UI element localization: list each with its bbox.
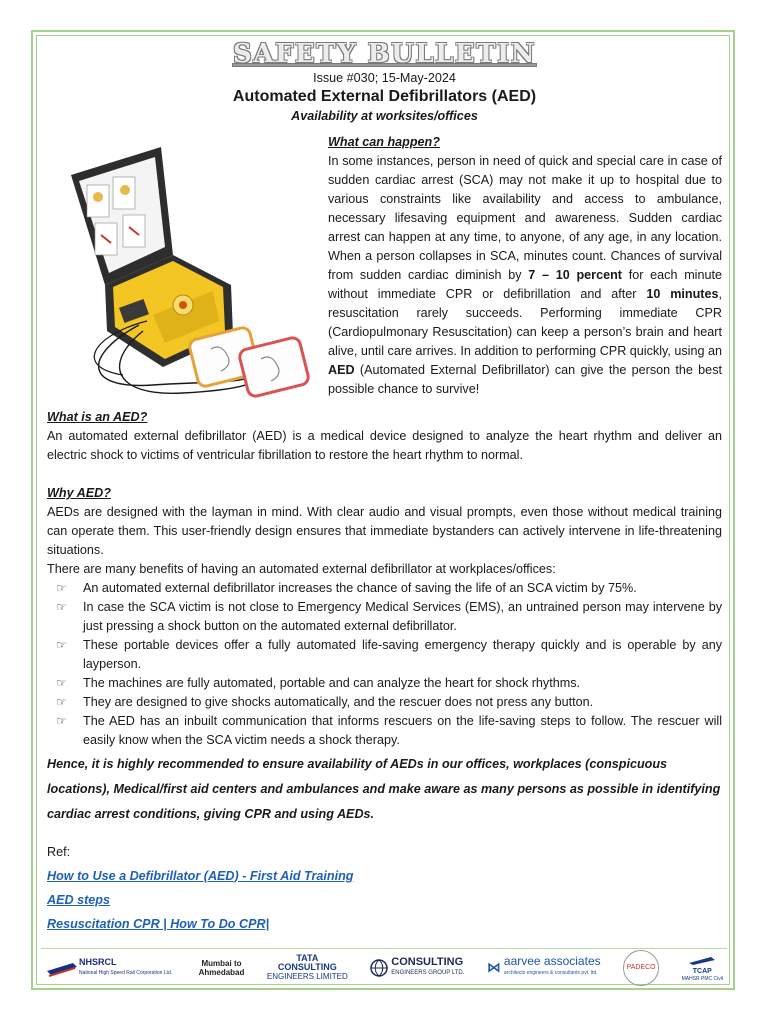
ref-link-aed-steps[interactable]: AED steps bbox=[47, 892, 110, 907]
why-aed-section bbox=[47, 484, 722, 750]
issue-line: Issue #030; 15-May-2024 bbox=[313, 71, 456, 85]
intro-section bbox=[47, 133, 722, 408]
aed-term: AED bbox=[328, 363, 355, 377]
tcap-logo bbox=[682, 954, 723, 982]
padeco-text: PADECO bbox=[626, 964, 656, 971]
nhsrcl-name: NHSRCL bbox=[79, 956, 117, 967]
consulting-engineers-logo bbox=[370, 955, 465, 978]
list-item-text: They are designed to give shocks automatically, and the rescuer does not press any button. bbox=[83, 695, 594, 709]
what-can-happen-section bbox=[328, 133, 722, 399]
padeco-logo bbox=[623, 950, 659, 986]
list-item-text: An automated external defibrillator increases the chance of saving the life of an SCA victim by 75%. bbox=[83, 581, 637, 595]
globe-icon bbox=[370, 959, 388, 977]
list-item-text: In case the SCA victim is not close to Emergency Medical Services (EMS), an untrained person may intervene by just pressing a shock button on the automated external defibrillator. bbox=[83, 600, 722, 633]
why-aed-heading: Why AED? bbox=[47, 486, 111, 500]
bulletin-content bbox=[47, 38, 722, 936]
what-can-happen-heading: What can happen? bbox=[328, 135, 440, 149]
references-label: Ref: bbox=[47, 844, 71, 859]
route-line-1: Mumbai to bbox=[201, 958, 242, 968]
aarvee-line-1: aarvee associates bbox=[503, 954, 601, 968]
footer-logos bbox=[41, 948, 727, 986]
pointing-hand-icon: ☞ bbox=[56, 581, 67, 595]
aarvee-mark-icon: ⋈ bbox=[486, 959, 501, 975]
bulletin-title: SAFETY BULLETIN bbox=[233, 39, 536, 69]
list-item-text: The machines are fully automated, portable and can analyze the heart for shock rhythms. bbox=[83, 676, 581, 690]
route-line-2: Ahmedabad bbox=[198, 967, 245, 977]
ref-link-cpr[interactable]: Resuscitation CPR | How To Do CPR| bbox=[47, 916, 270, 931]
benefits-lead: There are many benefits of having an automated external defibrillator at workplaces/offices: bbox=[47, 562, 556, 576]
what-is-aed-text: An automated external defibrillator (AED) is a medical device designed to analyze the heart rhythm and deliver an electric shock to victims of ventricular fibrillation to restore the heart rhythm to normal. bbox=[47, 429, 722, 462]
why-aed-text: AEDs are designed with the layman in mind. With clear audio and visual prompts, even those without medical training can operate them. This user-friendly design ensures that immediate bystanders can actively intervene in life-threatening situations. bbox=[47, 505, 722, 557]
what-is-aed-heading: What is an AED? bbox=[47, 410, 148, 424]
ref-link-defibrillator-training[interactable]: How to Use a Defibrillator (AED) - First Aid Training bbox=[47, 868, 354, 883]
tata-line-1: TATA bbox=[296, 953, 319, 963]
tata-line-2: CONSULTING bbox=[277, 962, 337, 972]
list-item-text: The AED has an inbuilt communication that informs rescuers on the life-saving steps to follow. The rescuer will easily know when the SCA victim needs a shock therapy. bbox=[83, 714, 722, 747]
conclusion-text: Hence, it is highly recommended to ensure availability of AEDs in our offices, workplaces (conspicuous locations), Medical/first aid centers and ambulances and make aware as many persons as possible in identifying cardiac arrest conditions, giving CPR and using AEDs. bbox=[47, 757, 721, 821]
tata-line-3: ENGINEERS LIMITED bbox=[266, 972, 348, 981]
tata-consulting-logo bbox=[267, 954, 348, 981]
consulting-line-2: ENGINEERS GROUP LTD. bbox=[391, 969, 465, 976]
what-can-happen-text bbox=[328, 152, 722, 399]
text-run: for each minute without immediate CPR or defibrillation and after bbox=[328, 268, 722, 301]
nhsrcl-subtitle: National High Speed Rail Corporation Ltd. bbox=[79, 969, 173, 976]
aarvee-line-2: architects engineers & consultants pvt. ltd. bbox=[503, 970, 598, 976]
pointing-hand-icon: ☞ bbox=[56, 638, 67, 652]
text-run: (Automated External Defibrillator) can give the person the best possible chance to survive! bbox=[328, 363, 722, 396]
aarvee-associates-logo bbox=[486, 954, 601, 978]
text-run: In some instances, person in need of quick and special care in case of sudden cardiac arrest (SCA) may not make it up to hospital due to various constraints like availability and access to ambulance, necessary lifesaving equipment and awareness. Sudden cardiac arrest can happen at any time, to anyone, of any age, in any location. When a person collapses in SCA, minutes count. Chances of survival from sudden cardiac diminish by bbox=[328, 154, 722, 282]
bulletin-header bbox=[47, 38, 722, 124]
document-title: Automated External Defibrillators (AED) bbox=[232, 88, 537, 105]
benefits-list bbox=[47, 579, 722, 750]
list-item-text: These portable devices offer a fully automated life-saving emergency therapy quickly and is operable by any layperson. bbox=[83, 638, 722, 671]
time-limit: 10 minutes bbox=[646, 287, 719, 301]
tcap-train-icon bbox=[687, 954, 717, 966]
nhsrcl-logo bbox=[45, 957, 172, 979]
tcap-line-1: TCAP bbox=[692, 967, 712, 975]
list-item bbox=[47, 712, 722, 750]
consulting-line-1: CONSULTING bbox=[391, 955, 464, 968]
list-item bbox=[47, 636, 722, 674]
list-item bbox=[47, 598, 722, 636]
document-subtitle: Availability at worksites/offices bbox=[291, 109, 478, 123]
list-item bbox=[47, 674, 722, 693]
tcap-line-2: MAHSR PMC Civil bbox=[681, 975, 723, 982]
nhsrcl-train-icon bbox=[45, 957, 79, 979]
list-item bbox=[47, 579, 722, 598]
pointing-hand-icon: ☞ bbox=[56, 714, 67, 728]
pointing-hand-icon: ☞ bbox=[56, 676, 67, 690]
pointing-hand-icon: ☞ bbox=[56, 695, 67, 709]
survival-rate: 7 – 10 percent bbox=[528, 268, 622, 282]
aed-device-image bbox=[43, 135, 313, 405]
route-label bbox=[199, 959, 245, 977]
what-is-aed-section bbox=[47, 408, 722, 465]
list-item bbox=[47, 693, 722, 712]
pointing-hand-icon: ☞ bbox=[56, 600, 67, 614]
references-section bbox=[47, 840, 722, 936]
text-run: , resuscitation rarely succeeds. Performing immediate CPR (Cardiopulmonary Resuscitation) can keep a person’s brain and heart alive, until care arrives. In addition to performing CPR quickly, using an bbox=[328, 287, 722, 358]
